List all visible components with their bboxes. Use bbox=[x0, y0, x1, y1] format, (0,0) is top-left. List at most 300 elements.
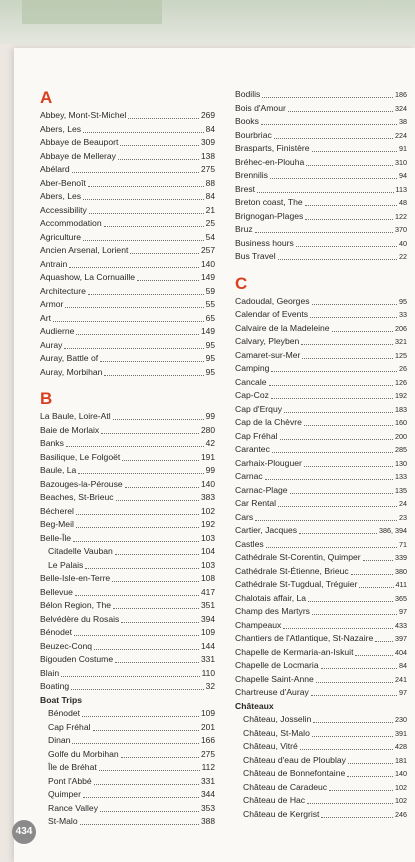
index-entry-name: Armor bbox=[40, 299, 64, 309]
index-entry-name: Chalotais affair, La bbox=[235, 592, 307, 603]
index-column-right bbox=[235, 88, 407, 821]
dot-leader bbox=[94, 649, 199, 650]
index-entry-page: 21 bbox=[205, 204, 215, 215]
index-entry-name: Cadoudal, Georges bbox=[235, 295, 310, 306]
index-entry bbox=[40, 271, 215, 285]
dot-leader bbox=[308, 601, 393, 602]
index-entry-page: 135 bbox=[395, 485, 407, 495]
index-entry-page: 428 bbox=[395, 742, 407, 751]
index-entry-page: 95 bbox=[399, 296, 407, 306]
index-entry-page: 275 bbox=[201, 748, 215, 759]
dot-leader bbox=[83, 240, 204, 241]
dot-leader bbox=[72, 743, 199, 744]
dot-leader bbox=[288, 111, 393, 112]
index-entry-page: 126 bbox=[395, 377, 407, 387]
dot-leader bbox=[64, 348, 203, 349]
index-entry-page: 310 bbox=[395, 157, 407, 167]
dot-leader bbox=[76, 527, 199, 528]
index-entry-name: Accessibility bbox=[40, 204, 87, 215]
index-entry-name: Château, Josselin bbox=[243, 714, 312, 724]
dot-leader bbox=[262, 97, 393, 98]
index-entry-name: Cartier, Jacques bbox=[235, 525, 298, 535]
index-entry-page: 108 bbox=[201, 573, 215, 583]
index-entry bbox=[235, 129, 407, 143]
index-entry-name: Château, St-Malo bbox=[243, 727, 310, 738]
index-entry-name: Champeaux bbox=[235, 619, 282, 630]
dot-leader bbox=[270, 178, 397, 179]
index-entry-name: Bréhec-en-Plouha bbox=[235, 156, 305, 167]
section-letter-c: C bbox=[235, 273, 248, 293]
section-letter-a: A bbox=[40, 88, 53, 107]
index-entry-name: Bélon Region, The bbox=[40, 600, 112, 610]
dot-leader bbox=[272, 452, 393, 453]
index-entry-page: 109 bbox=[201, 627, 215, 637]
index-entry-page: 380 bbox=[395, 566, 407, 576]
index-entry-page: 140 bbox=[201, 258, 215, 269]
index-entry bbox=[235, 578, 407, 592]
index-entry bbox=[40, 505, 215, 519]
dot-leader bbox=[53, 321, 204, 322]
index-entry-name: Golfe du Morbihan bbox=[48, 748, 119, 759]
index-entry-name: Carantec bbox=[235, 444, 270, 454]
dot-leader bbox=[312, 614, 397, 615]
index-entry-page: 42 bbox=[205, 438, 215, 448]
index-entry bbox=[40, 707, 215, 721]
index-entry-page: 95 bbox=[205, 339, 215, 350]
index-entry bbox=[235, 808, 407, 822]
dot-leader bbox=[363, 560, 393, 561]
index-entry bbox=[235, 781, 407, 795]
dot-leader bbox=[305, 205, 397, 206]
index-entry-page: 275 bbox=[201, 164, 215, 174]
dot-leader bbox=[271, 371, 397, 372]
index-entry-page: 397 bbox=[395, 634, 407, 643]
dot-leader bbox=[290, 493, 393, 494]
index-entry-name: Bénodet bbox=[48, 708, 81, 718]
index-entry bbox=[40, 788, 215, 802]
dot-leader bbox=[278, 259, 397, 260]
dot-leader bbox=[311, 695, 397, 696]
dot-leader bbox=[76, 514, 199, 515]
index-entry bbox=[40, 545, 215, 559]
dot-leader bbox=[347, 776, 393, 777]
index-entry-name: Dinan bbox=[48, 735, 71, 745]
index-entry-name: Brignogan-Plages bbox=[235, 210, 304, 221]
index-entry-name: Abers, Les bbox=[40, 123, 82, 134]
index-entry bbox=[235, 322, 407, 336]
dot-leader bbox=[280, 439, 393, 440]
index-entry-name: Château, Vitré bbox=[243, 741, 298, 751]
index-entry-name: Abbaye de Beauport bbox=[40, 137, 119, 147]
index-entry-name: Auray bbox=[40, 339, 63, 350]
dot-leader bbox=[271, 398, 393, 399]
dot-leader bbox=[312, 151, 397, 152]
dot-leader bbox=[88, 186, 204, 187]
index-entry bbox=[235, 646, 407, 660]
index-entry bbox=[40, 410, 215, 424]
index-entry bbox=[235, 727, 407, 741]
index-entry-page: 133 bbox=[395, 472, 407, 481]
dot-leader bbox=[310, 317, 397, 318]
index-entry-page: 97 bbox=[399, 688, 407, 697]
index-entry-name: Brest bbox=[235, 183, 256, 194]
index-entry-page: 125 bbox=[395, 350, 407, 360]
dot-leader bbox=[255, 232, 393, 233]
index-entry bbox=[40, 748, 215, 762]
section-c-list bbox=[235, 295, 407, 700]
index-entry bbox=[235, 754, 407, 768]
index-entry-name: Breton coast, The bbox=[235, 197, 303, 207]
index-entry bbox=[40, 424, 215, 438]
index-entry bbox=[40, 136, 215, 150]
dot-leader bbox=[104, 226, 204, 227]
index-entry-name: Bellevue bbox=[40, 586, 73, 597]
index-entry-page: 391 bbox=[395, 728, 407, 738]
index-entry bbox=[40, 802, 215, 816]
index-entry bbox=[235, 115, 407, 129]
index-entry-name: Bodilis bbox=[235, 89, 261, 99]
index-entry-page: 241 bbox=[395, 674, 407, 684]
index-entry bbox=[40, 109, 215, 123]
index-entry bbox=[40, 325, 215, 339]
index-entry bbox=[235, 565, 407, 579]
index-entry bbox=[40, 667, 215, 681]
index-entry-name: Auray, Morbihan bbox=[40, 366, 103, 377]
index-entry-name: Beg-Meil bbox=[40, 519, 74, 529]
index-entry-page: 91 bbox=[399, 144, 407, 153]
index-entry-page: 394 bbox=[201, 613, 215, 624]
dot-leader bbox=[130, 253, 199, 254]
index-entry bbox=[235, 484, 407, 498]
dot-leader bbox=[112, 581, 199, 582]
index-entry-page: 411 bbox=[395, 580, 407, 589]
index-entry-page: 257 bbox=[201, 245, 215, 255]
index-entry-name: Brasparts, Finistère bbox=[235, 143, 310, 153]
index-entry-page: 285 bbox=[395, 445, 407, 454]
index-entry-page: 104 bbox=[201, 546, 215, 556]
index-entry bbox=[40, 734, 215, 748]
index-entry-name: Le Palais bbox=[48, 559, 84, 570]
index-entry bbox=[235, 673, 407, 687]
index-entry bbox=[235, 156, 407, 170]
dot-leader bbox=[89, 213, 204, 214]
index-entry-name: Basilique, Le Folgoët bbox=[40, 451, 121, 462]
dot-leader bbox=[296, 246, 397, 247]
index-entry bbox=[40, 478, 215, 492]
index-entry bbox=[40, 640, 215, 654]
index-entry-page: 353 bbox=[201, 802, 215, 813]
index-entry bbox=[235, 713, 407, 727]
index-entry-name: Cap-Coz bbox=[235, 390, 269, 400]
dot-leader bbox=[301, 344, 393, 345]
dot-leader bbox=[261, 124, 397, 125]
index-entry-page: 166 bbox=[201, 735, 215, 745]
index-entry-name: Chapelle de Locmaria bbox=[235, 660, 319, 670]
dot-leader bbox=[118, 159, 199, 160]
index-entry-name: Cathédrale St-Tugdual, Tréguier bbox=[235, 579, 358, 589]
index-entry-name: Beuzec-Conq bbox=[40, 640, 93, 651]
dot-leader bbox=[94, 784, 199, 785]
index-entry bbox=[40, 285, 215, 299]
index-entry-name: Calvaire de la Madeleine bbox=[235, 322, 330, 333]
index-entry bbox=[235, 592, 407, 606]
index-entry-name: Château de Bonnefontaine bbox=[243, 768, 346, 778]
index-entry bbox=[235, 686, 407, 700]
index-entry-page: 40 bbox=[399, 238, 407, 248]
index-entry bbox=[40, 163, 215, 177]
index-entry bbox=[235, 250, 407, 264]
index-entry bbox=[40, 177, 215, 191]
index-entry-name: Cathédrale St-Corentin, Quimper bbox=[235, 552, 361, 562]
index-entry bbox=[40, 613, 215, 627]
dot-leader bbox=[321, 817, 393, 818]
index-entry-page: 48 bbox=[399, 198, 407, 207]
index-entry-name: Belle-Isle-en-Terre bbox=[40, 573, 111, 583]
dot-leader bbox=[100, 361, 204, 362]
index-entry-name: Calendar of Events bbox=[235, 309, 309, 319]
index-entry-name: Cap Fréhal bbox=[235, 430, 278, 441]
dot-leader bbox=[265, 479, 393, 480]
index-entry-name: Art bbox=[40, 312, 51, 323]
index-entry-page: 59 bbox=[205, 285, 215, 296]
section-b-continued-list bbox=[235, 88, 407, 264]
index-entry-name: Abbey, Mont-St-Michel bbox=[40, 110, 127, 120]
index-entry-name: Ancien Arsenal, Lorient bbox=[40, 245, 129, 255]
dot-leader bbox=[75, 595, 199, 596]
dot-leader bbox=[121, 757, 199, 758]
index-entry-name: Baule, La bbox=[40, 465, 77, 475]
dot-leader bbox=[359, 587, 393, 588]
index-entry-page: 84 bbox=[205, 123, 215, 134]
dot-leader bbox=[304, 425, 393, 426]
index-entry-name: Île de Bréhat bbox=[48, 762, 97, 772]
index-entry-page: 33 bbox=[399, 310, 407, 319]
page-number-badge: 434 bbox=[12, 820, 36, 844]
index-entry-page: 130 bbox=[395, 458, 407, 468]
index-entry-page: 386, 394 bbox=[379, 526, 407, 535]
index-entry bbox=[235, 102, 407, 116]
index-entry bbox=[40, 231, 215, 245]
dot-leader bbox=[69, 267, 199, 268]
index-entry bbox=[40, 491, 215, 505]
index-entry bbox=[40, 653, 215, 667]
index-entry bbox=[40, 464, 215, 478]
index-entry bbox=[235, 457, 407, 471]
dot-leader bbox=[312, 736, 393, 737]
index-entry-name: Chapelle Saint-Anne bbox=[235, 673, 314, 684]
index-entry-name: Camaret-sur-Mer bbox=[235, 349, 301, 360]
index-entry-page: 26 bbox=[399, 364, 407, 373]
index-entry-page: 192 bbox=[201, 519, 215, 529]
dot-leader bbox=[76, 334, 199, 335]
index-entry bbox=[235, 767, 407, 781]
index-entry-page: 144 bbox=[201, 640, 215, 651]
dot-leader bbox=[284, 412, 393, 413]
dot-leader bbox=[71, 689, 204, 690]
index-entry bbox=[40, 366, 215, 380]
index-entry-name: Pont l'Abbé bbox=[48, 775, 92, 786]
index-entry-page: 113 bbox=[395, 184, 407, 194]
dot-leader bbox=[93, 730, 200, 731]
dot-leader bbox=[65, 307, 203, 308]
index-entry bbox=[40, 680, 215, 694]
dot-leader bbox=[88, 294, 204, 295]
index-entry-name: Rance Valley bbox=[48, 802, 98, 813]
index-entry bbox=[235, 335, 407, 349]
index-entry bbox=[235, 538, 407, 552]
index-entry-name: Cap Fréhal bbox=[48, 721, 91, 732]
index-entry-page: 321 bbox=[395, 337, 407, 346]
index-entry-page: 149 bbox=[201, 272, 215, 282]
dot-leader bbox=[115, 662, 199, 663]
index-entry bbox=[235, 295, 407, 309]
index-entry bbox=[235, 632, 407, 646]
dot-leader bbox=[66, 446, 204, 447]
index-entry-page: 433 bbox=[395, 620, 407, 630]
index-entry-page: 22 bbox=[399, 252, 407, 261]
index-entry-name: Aquashow, La Cornuaille bbox=[40, 272, 136, 282]
index-entry-name: Boating bbox=[40, 681, 70, 691]
dot-leader bbox=[266, 547, 397, 548]
dot-leader bbox=[278, 506, 397, 507]
index-entry-page: 138 bbox=[201, 150, 215, 161]
index-entry-name: Abélard bbox=[40, 164, 70, 174]
index-entry bbox=[40, 150, 215, 164]
index-entry-name: La Baule, Loire-Atl bbox=[40, 411, 111, 421]
index-entry-name: Auray, Battle of bbox=[40, 353, 99, 363]
dot-leader bbox=[332, 331, 393, 332]
index-entry bbox=[235, 210, 407, 224]
index-entry-page: 331 bbox=[201, 775, 215, 786]
index-entry bbox=[235, 88, 407, 102]
section-a-list bbox=[40, 109, 215, 379]
index-entry bbox=[40, 204, 215, 218]
index-entry bbox=[40, 339, 215, 353]
dot-leader bbox=[113, 608, 199, 609]
dot-leader bbox=[321, 668, 397, 669]
top-header-tab bbox=[22, 0, 162, 24]
index-entry bbox=[235, 470, 407, 484]
index-entry-page: 102 bbox=[395, 782, 407, 792]
index-entry-page: 388 bbox=[201, 816, 215, 826]
index-entry bbox=[40, 775, 215, 789]
index-entry bbox=[40, 123, 215, 137]
index-entry-name: Calvary, Pleyben bbox=[235, 336, 300, 346]
index-entry-page: 149 bbox=[201, 326, 215, 336]
index-entry-page: 97 bbox=[399, 607, 407, 616]
dot-leader bbox=[83, 199, 204, 200]
dot-leader bbox=[299, 533, 377, 534]
index-entry-page: 339 bbox=[395, 553, 407, 562]
index-entry-name: Bécherel bbox=[40, 505, 74, 516]
dot-leader bbox=[375, 641, 393, 642]
dot-leader bbox=[83, 132, 204, 133]
section-b-list bbox=[40, 410, 215, 694]
index-entry-name: Accommodation bbox=[40, 218, 102, 228]
dot-leader bbox=[82, 716, 199, 717]
index-entry-page: 370 bbox=[395, 225, 407, 234]
dot-leader bbox=[100, 811, 199, 812]
dot-leader bbox=[302, 358, 393, 359]
index-entry-page: 38 bbox=[399, 117, 407, 126]
index-entry bbox=[40, 572, 215, 586]
index-entry-page: 191 bbox=[201, 451, 215, 462]
index-entry-name: Aber-Benoît bbox=[40, 177, 86, 188]
dot-leader bbox=[72, 172, 199, 173]
index-entry bbox=[40, 244, 215, 258]
index-entry-page: 65 bbox=[205, 312, 215, 323]
index-entry bbox=[235, 497, 407, 511]
dot-leader bbox=[83, 797, 199, 798]
index-entry-name: Brennilis bbox=[235, 170, 268, 180]
dot-leader bbox=[113, 419, 204, 420]
index-entry-page: 181 bbox=[395, 755, 407, 765]
index-entry-page: 201 bbox=[201, 721, 215, 732]
index-entry bbox=[235, 362, 407, 376]
index-entry-page: 99 bbox=[205, 465, 215, 475]
dot-leader bbox=[257, 192, 393, 193]
index-entry bbox=[235, 619, 407, 633]
index-entry-name: Cars bbox=[235, 511, 254, 522]
dot-leader bbox=[348, 763, 393, 764]
index-entry-name: Château d'eau de Ploublay bbox=[243, 754, 346, 765]
index-entry-name: Belle-Île bbox=[40, 532, 72, 543]
index-entry-name: Baie de Morlaix bbox=[40, 424, 100, 435]
dot-leader bbox=[116, 500, 199, 501]
index-entry bbox=[40, 352, 215, 366]
index-entry bbox=[40, 559, 215, 573]
index-entry-page: 309 bbox=[201, 137, 215, 147]
index-entry bbox=[235, 740, 407, 754]
dot-leader bbox=[128, 118, 199, 119]
dot-leader bbox=[137, 280, 199, 281]
dot-leader bbox=[101, 433, 199, 434]
dot-leader bbox=[283, 628, 393, 629]
index-entry bbox=[235, 430, 407, 444]
index-entry-name: Architecture bbox=[40, 285, 86, 296]
index-entry-name: Bazouges-la-Pérouse bbox=[40, 478, 123, 489]
dot-leader bbox=[73, 541, 199, 542]
index-entry-page: 32 bbox=[205, 681, 215, 691]
index-entry bbox=[40, 532, 215, 546]
index-entry-name: Books bbox=[235, 116, 259, 126]
dot-leader bbox=[115, 554, 199, 555]
index-entry-page: 331 bbox=[201, 654, 215, 664]
index-entry-page: 122 bbox=[395, 211, 407, 221]
index-entry bbox=[40, 599, 215, 613]
index-entry-name: Château de Hac bbox=[243, 795, 306, 805]
index-entry bbox=[40, 298, 215, 312]
dot-leader bbox=[99, 770, 200, 771]
dot-leader bbox=[306, 165, 393, 166]
index-entry-name: Bus Travel bbox=[235, 251, 276, 261]
index-entry-name: Carnac-Plage bbox=[235, 484, 288, 495]
index-entry-name: Bois d'Amour bbox=[235, 102, 286, 113]
index-entry-name: Antrain bbox=[40, 258, 68, 269]
index-entry bbox=[235, 605, 407, 619]
index-entry-page: 99 bbox=[205, 411, 215, 421]
index-entry-name: Bénodet bbox=[40, 627, 73, 637]
index-entry-page: 109 bbox=[201, 708, 215, 718]
index-entry bbox=[40, 437, 215, 451]
index-entry-page: 230 bbox=[395, 715, 407, 724]
index-entry-name: Belvédère du Rosais bbox=[40, 613, 120, 624]
index-entry bbox=[235, 794, 407, 808]
index-entry bbox=[40, 721, 215, 735]
index-entry bbox=[235, 223, 407, 237]
index-column-left bbox=[40, 88, 215, 829]
dot-leader bbox=[316, 682, 393, 683]
